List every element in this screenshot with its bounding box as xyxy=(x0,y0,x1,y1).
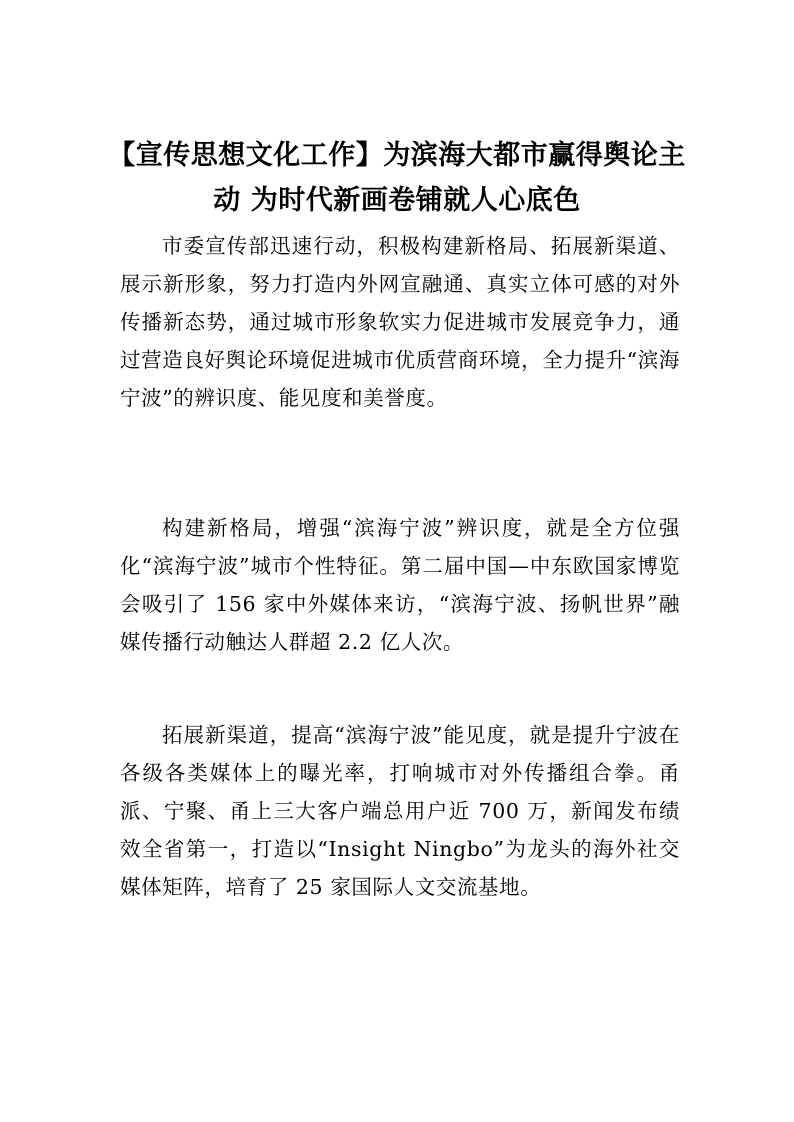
paragraph-2: 构建新格局，增强“滨海宁波”辨识度，就是全方位强化“滨海宁波”城市个性特征。第二届中国—中东欧国家博览会吸引了 156 家中外媒体来访，“滨海宁波、扬帆世界”融媒传播行动触达人群超 2.2 亿人次。 xyxy=(120,516,680,654)
document-title: 【宣传思想文化工作】为滨海大都市赢得舆论主动 为时代新画卷铺就人心底色 xyxy=(108,140,686,216)
paragraph-3: 拓展新渠道，提高“滨海宁波”能见度，就是提升宁波在各级各类媒体上的曝光率，打响城市对外传播组合拳。甬派、宁聚、甬上三大客户端总用户近 700 万，新闻发布绩效全省第一，打造以“Insight Ningbo”为龙头的海外社交媒体矩阵，培育了 25 家国际人文交流基地。 xyxy=(120,723,680,899)
paragraph-1: 市委宣传部迅速行动，积极构建新格局、拓展新渠道、展示新形象，努力打造内外网宣融通、真实立体可感的对外传播新态势，通过城市形象软实力促进城市发展竞争力，通过营造良好舆论环境促进城市优质营商环境，全力提升“滨海宁波”的辨识度、能见度和美誉度。 xyxy=(120,234,680,410)
